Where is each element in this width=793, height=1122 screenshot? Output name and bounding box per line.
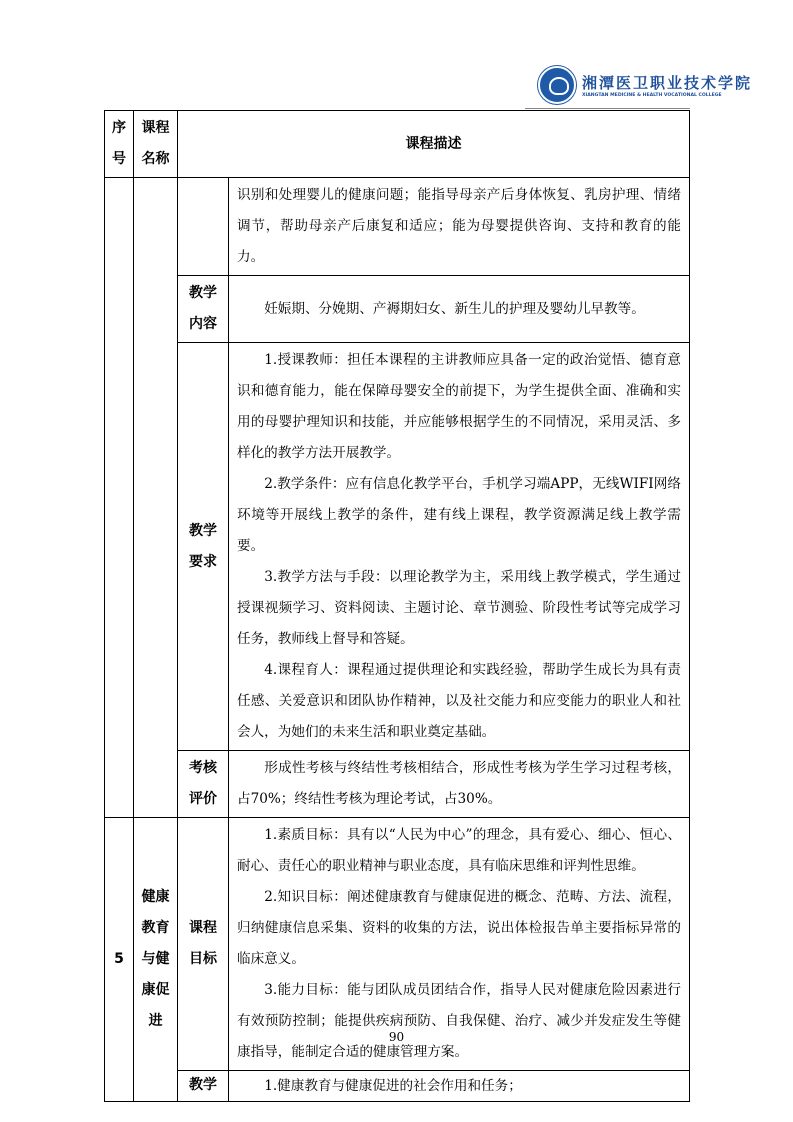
desc-cell: 1.素质目标：具有以“人民为中心”的理念，具有爱心、细心、恒心、耐心、责任心的职业精神与职业态度，具有临床思维和评判性思维。 2.知识目标：阐述健康教育与健康促进的概念、范畴、方法、流程，归纳健康信息采集、资料的收集的方法，说出体检报告单主要指标异常的临床意义。 3.能力目标：能与团队成员团结合作，指导人民对健康危险因素进行有效预防控制；能提供疾病预防、自我保健、治疗、减少并发症发生等健康指导，能制定合适的健康管理方案。: [229, 818, 690, 1071]
header-course-desc: 课程描述: [178, 111, 690, 178]
college-name-en: XIANGTAN MEDICINE & HEALTH VOCATIONAL COLLEGE: [582, 93, 722, 98]
row-label: 教学 要求: [178, 343, 229, 751]
table-row: [105, 751, 690, 818]
header-index: 序 号: [105, 111, 134, 178]
course-table: [104, 110, 690, 1102]
row-label: 考核 评价: [178, 751, 229, 818]
college-logo: [538, 66, 752, 104]
course-name: 健康 教育 与健 康促 进: [134, 818, 178, 1102]
desc-cell: 1.健康教育与健康促进的社会作用和任务；: [229, 1071, 690, 1102]
desc-cell: 形成性考核与终结性考核相结合，形成性考核为学生学习过程考核，占70%；终结性考核为理论考试，占30%。: [229, 751, 690, 818]
table-row: [105, 343, 690, 751]
label-cell-empty: [178, 178, 229, 276]
college-name-cn: 湘潭医卫职业技术学院: [582, 74, 753, 92]
table-row: [105, 1071, 690, 1102]
name-cell-empty: [134, 178, 178, 818]
table-row: [105, 276, 690, 343]
header-rule: [525, 108, 690, 109]
table-row: [105, 178, 690, 276]
college-seal-icon: [538, 66, 576, 104]
table-header-row: [105, 111, 690, 178]
course-index: 5: [105, 818, 134, 1102]
row-label: 教学: [178, 1071, 229, 1102]
header-course-name: 课程 名称: [134, 111, 178, 178]
row-label: 教学 内容: [178, 276, 229, 343]
desc-cell: 1.授课教师：担任本课程的主讲教师应具备一定的政治觉悟、德育意识和德育能力，能在保障母婴安全的前提下，为学生提供全面、准确和实用的母婴护理知识和技能，并应能够根据学生的不同情况，采用灵活、多样化的教学方法开展教学。 2.教学条件：应有信息化教学平台，手机学习端APP，无线WIFI网络环境等开展线上教学的条件，建有线上课程，教学资源满足线上教学需要。 3.教学方法与手段：以理论教学为主，采用线上教学模式，学生通过授课视频学习、资料阅读、主题讨论、章节测验、阶段性考试等完成学习任务，教师线上督导和答疑。 4.课程育人：课程通过提供理论和实践经验，帮助学生成长为具有责任感、关爱意识和团队协作精神，以及社交能力和应变能力的职业人和社会人，为她们的未来生活和职业奠定基础。: [229, 343, 690, 751]
index-cell-empty: [105, 178, 134, 818]
desc-cell: 妊娠期、分娩期、产褥期妇女、新生儿的护理及婴幼儿早教等。: [229, 276, 690, 343]
desc-cell: 识别和处理婴儿的健康问题；能指导母亲产后身体恢复、乳房护理、情绪调节，帮助母亲产后康复和适应；能为母婴提供咨询、支持和教育的能力。: [229, 178, 690, 276]
row-label: 课程 目标: [178, 818, 229, 1071]
page-number: 90: [388, 1030, 405, 1044]
